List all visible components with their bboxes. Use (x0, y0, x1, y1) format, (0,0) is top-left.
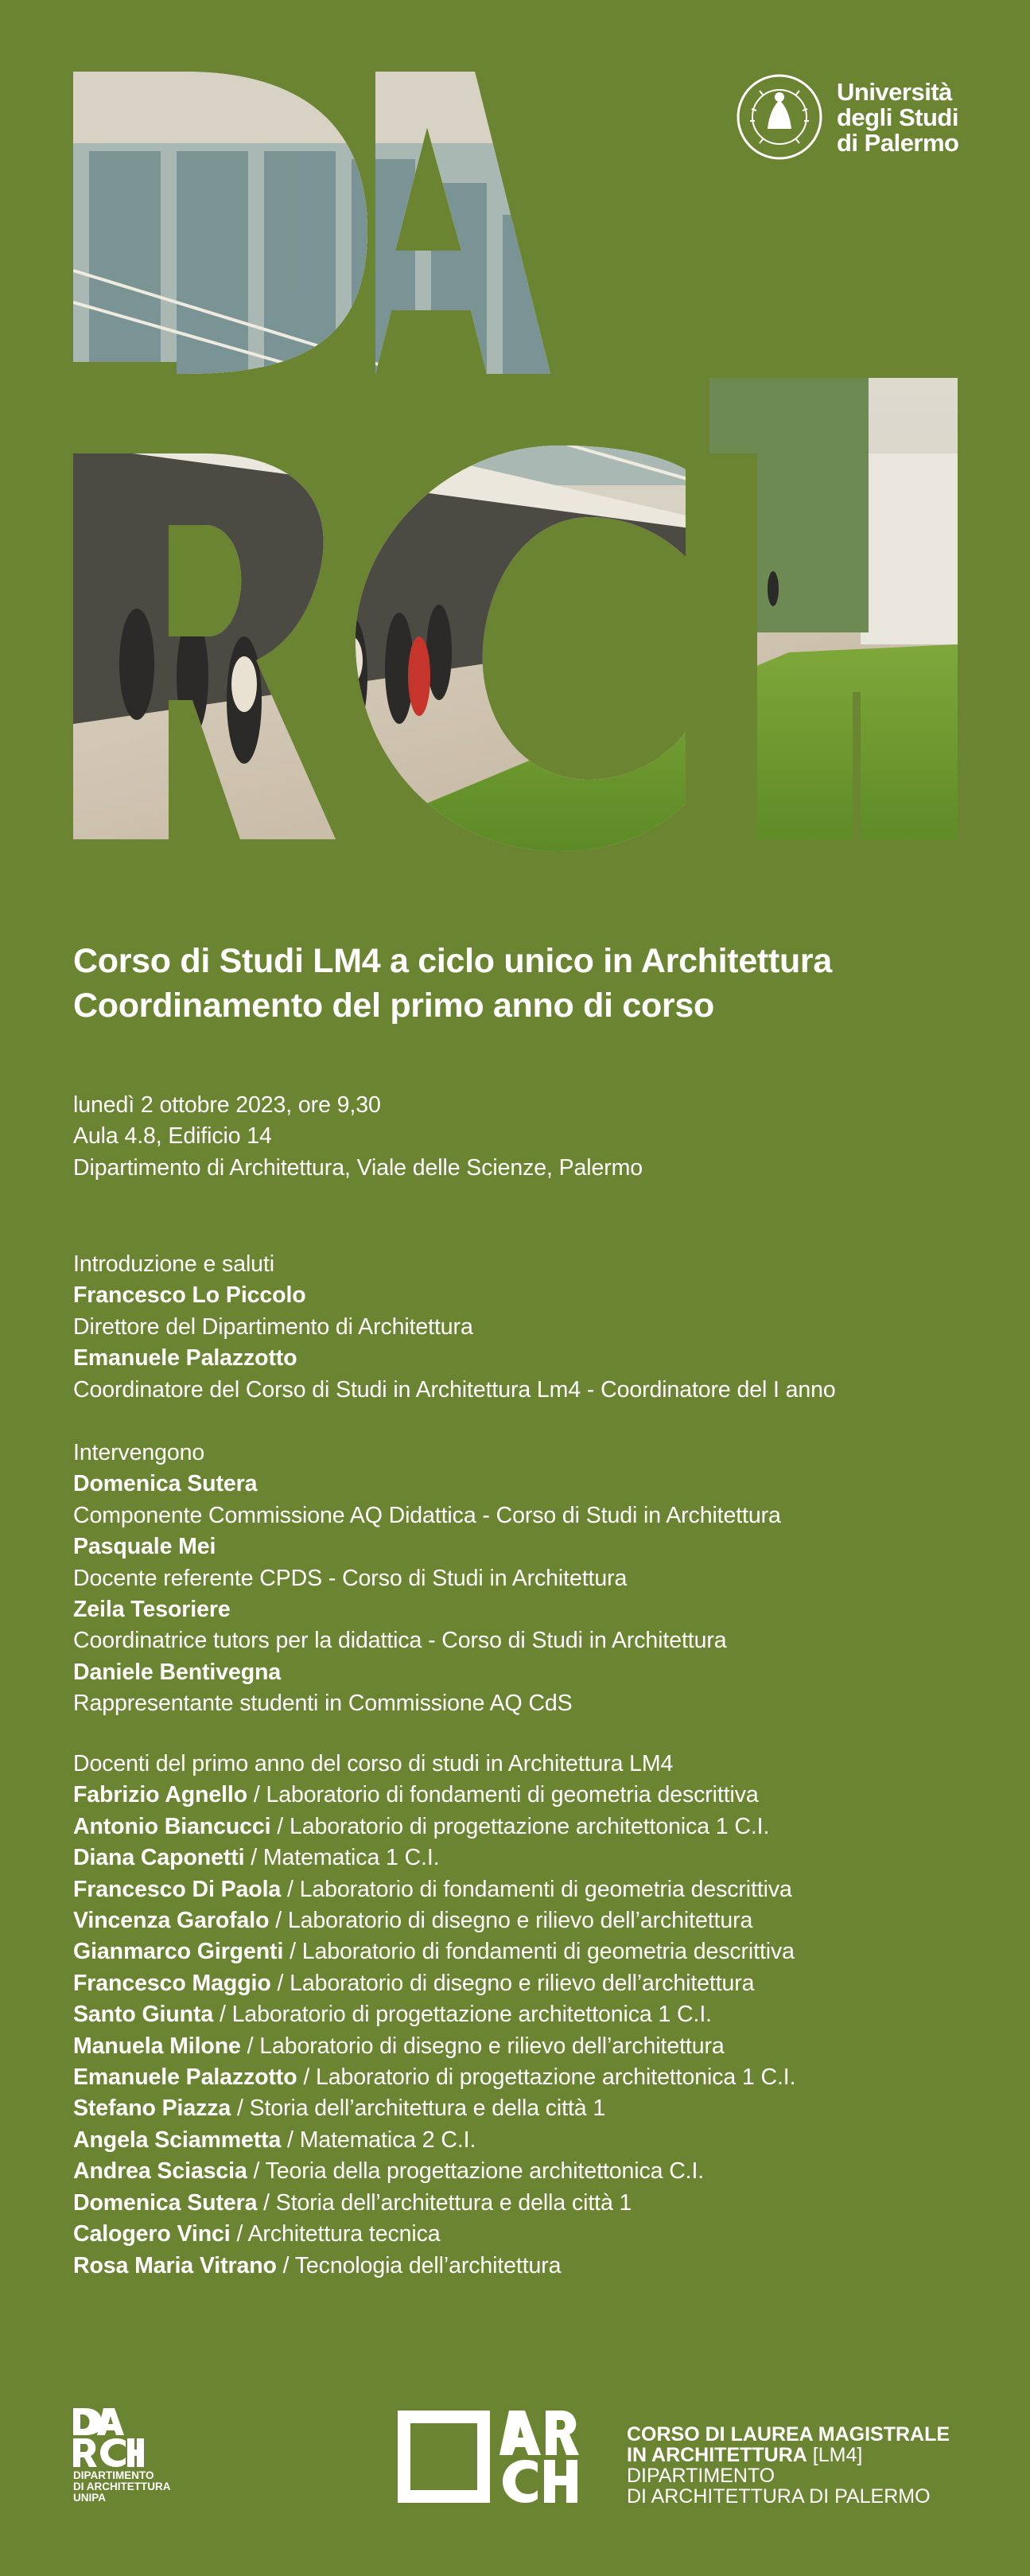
teacher-item (73, 1936, 964, 1967)
teacher-name: Francesco Maggio (73, 1970, 271, 1996)
teacher-course: / Storia dell’architettura e della città 1 (231, 2095, 606, 2122)
university-name-line: di Palermo (837, 129, 959, 157)
speaker-role: Direttore del Dipartimento di Architettura (73, 1313, 473, 1340)
teacher-course: / Matematica 1 C.I. (244, 1845, 440, 1871)
course-code: [LM4] (807, 2444, 863, 2466)
university-name-line: degli Studi (837, 103, 958, 131)
speaker-name: Pasquale Mei (73, 1534, 216, 1560)
teacher-name: Diana Caponetti (73, 1845, 245, 1871)
darch-department-logo (73, 2407, 185, 2510)
university-name-line: Università (837, 78, 952, 106)
teacher-course: / Tecnologia dell’architettura (276, 2252, 562, 2278)
headline-line-1: Corso di Studi LM4 a ciclo unico in Architettura (73, 942, 832, 980)
event-date-time: lunedì 2 ottobre 2023, ore 9,30 (73, 1092, 381, 1118)
teacher-name: Domenica Sutera (73, 2189, 258, 2216)
teacher-course: / Teoria della progettazione architettonica C.I. (247, 2158, 705, 2185)
teacher-course: / Laboratorio di progettazione architettonica 1 C.I. (270, 1813, 770, 1839)
teacher-item (73, 1780, 964, 1811)
speaker-role: Rappresentante studenti in Commissione AQ CdS (73, 1691, 573, 1717)
teacher-name: Fabrizio Agnello (73, 1782, 248, 1808)
teacher-item (73, 2031, 964, 2062)
university-logo (736, 73, 966, 161)
headline (73, 939, 964, 1028)
university-name (837, 80, 959, 156)
darch-caption-line: DI ARCHITETTURA (73, 2481, 171, 2492)
teacher-name: Santo Giunta (73, 2002, 214, 2028)
interventions-heading: Intervengono (73, 1440, 205, 1465)
speaker-name: Emanuele Palazzotto (73, 1345, 297, 1372)
teacher-course: / Laboratorio di fondamenti di geometria descrittiva (281, 1876, 792, 1902)
event-details (73, 1090, 964, 1184)
course-title-line: CORSO DI LAUREA MAGISTRALE (627, 2423, 950, 2446)
teacher-item (73, 1874, 964, 1905)
teacher-item (73, 1811, 964, 1843)
department-line: DI ARCHITETTURA DI PALERMO (627, 2485, 931, 2508)
teacher-course: / Matematica 2 C.I. (281, 2127, 476, 2153)
teacher-item (73, 2251, 964, 2282)
course-title-line-2 (627, 2445, 961, 2465)
event-venue: Dipartimento di Architettura, Viale delle Scienze, Palermo (73, 1154, 643, 1181)
teacher-name: Angela Sciammetta (73, 2127, 282, 2153)
darch-logo-icon (73, 2407, 145, 2467)
speaker-role: Componente Commissione AQ Didattica - Corso di Studi in Architettura (73, 1502, 781, 1528)
course-title-text: IN ARCHITETTURA (627, 2444, 807, 2466)
teacher-name: Stefano Piazza (73, 2095, 231, 2122)
teacher-item (73, 2093, 964, 2124)
teacher-course: / Laboratorio di progettazione architettonica 1 C.I. (297, 2064, 796, 2091)
speaker-name: Domenica Sutera (73, 1471, 258, 1497)
interventions-section (73, 1438, 964, 1720)
darch-caption-line: DIPARTIMENTO (73, 2469, 154, 2481)
teacher-course: / Storia dell’architettura e della città 1 (257, 2189, 632, 2216)
teacher-course: / Architettura tecnica (230, 2221, 441, 2247)
arch-course-logo-icon (398, 2411, 589, 2504)
teacher-item (73, 2219, 964, 2250)
teacher-name: Rosa Maria Vitrano (73, 2252, 277, 2278)
headline-line-2: Coordinamento del primo anno di corso (73, 986, 714, 1025)
teacher-item (73, 1999, 964, 2030)
university-seal-icon (736, 73, 823, 161)
intro-section (73, 1249, 964, 1406)
teacher-course: / Laboratorio di fondamenti di geometria descrittiva (247, 1782, 759, 1808)
teacher-item (73, 1843, 964, 1874)
speaker-role: Coordinatore del Corso di Studi in Architettura Lm4 - Coordinatore del I anno (73, 1376, 836, 1403)
darch-caption-line: UNIPA (73, 2492, 107, 2504)
teacher-name: Francesco Di Paola (73, 1876, 282, 1902)
speaker-name: Daniele Bentivegna (73, 1659, 282, 1685)
darch-caption (73, 2470, 171, 2504)
teacher-item (73, 2062, 964, 2093)
teacher-name: Vincenza Garofalo (73, 1908, 270, 1934)
teacher-course: / Laboratorio di fondamenti di geometria descrittiva (283, 1939, 795, 1965)
teacher-name: Manuela Milone (73, 2033, 241, 2059)
teacher-name: Emanuele Palazzotto (73, 2064, 297, 2091)
intro-heading: Introduzione e saluti (73, 1251, 274, 1277)
department-line: DIPARTIMENTO (627, 2465, 775, 2487)
hero-darch-photo-letters (73, 72, 958, 851)
teacher-item (73, 1905, 964, 1936)
teacher-course: / Laboratorio di progettazione architettonica 1 C.I. (213, 2002, 712, 2028)
teacher-item (73, 1968, 964, 1999)
teacher-name: Gianmarco Girgenti (73, 1939, 284, 1965)
teacher-course: / Laboratorio di disegno e rilievo dell’architettura (240, 2033, 725, 2059)
teachers-section (73, 1749, 964, 2282)
event-room: Aula 4.8, Edificio 14 (73, 1123, 272, 1150)
teacher-course: / Laboratorio di disegno e rilievo dell’architettura (270, 1970, 755, 1996)
teacher-name: Antonio Biancucci (73, 1813, 271, 1839)
speaker-role: Docente referente CPDS - Corso di Studi in Architettura (73, 1565, 628, 1591)
speaker-role: Coordinatrice tutors per la didattica - Corso di Studi in Architettura (73, 1628, 727, 1654)
speaker-name: Zeila Tesoriere (73, 1597, 231, 1623)
teachers-heading: Docenti del primo anno del corso di studi in Architettura LM4 (73, 1751, 674, 1776)
teacher-item (73, 2125, 964, 2156)
speaker-name: Francesco Lo Piccolo (73, 1282, 306, 1309)
teacher-name: Calogero Vinci (73, 2221, 231, 2247)
teacher-item (73, 2156, 964, 2187)
course-department-text (627, 2424, 961, 2507)
teacher-name: Andrea Sciascia (73, 2158, 247, 2185)
teacher-course: / Laboratorio di disegno e rilievo dell’architettura (269, 1908, 753, 1934)
teacher-item (73, 2188, 964, 2219)
